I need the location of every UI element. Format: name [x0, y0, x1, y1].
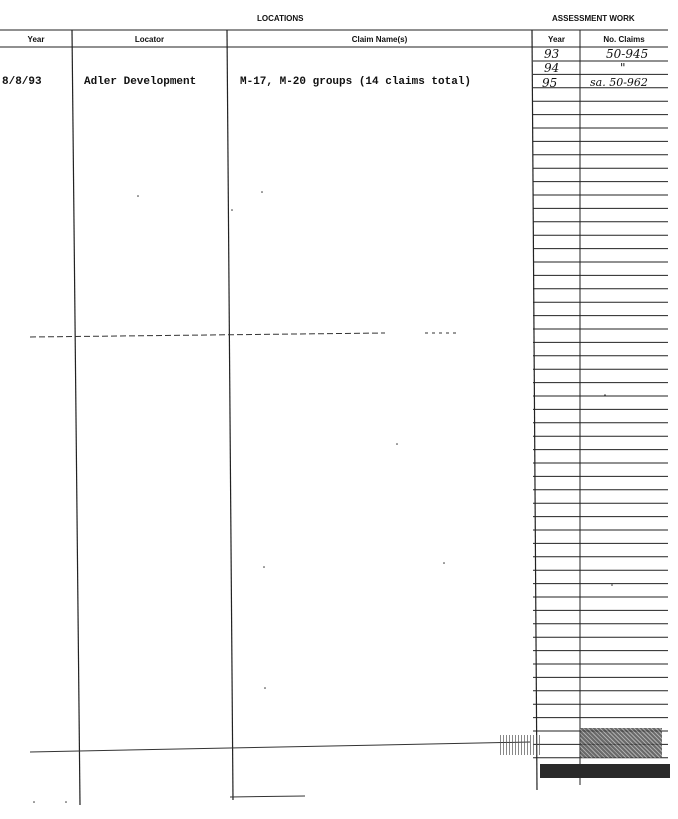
entry-year: 8/8/93: [2, 76, 42, 88]
scan-noise-speckle: [500, 735, 540, 755]
col-header-no-claims: No. Claims: [603, 35, 645, 44]
locations-title: LOCATIONS: [257, 14, 304, 23]
col-header-locator: Locator: [134, 35, 165, 44]
assessment-claims-3: sa. 50-962: [590, 76, 648, 89]
entry-claim-names: M-17, M-20 groups (14 claims total): [240, 76, 472, 88]
assessment-year-3: 95: [542, 76, 558, 90]
assessment-work-title: ASSESSMENT WORK: [552, 14, 635, 23]
col-header-assessment-year: Year: [548, 35, 565, 44]
assessment-year-1: 93: [544, 47, 560, 61]
assessment-claims-1: 50-945: [606, 47, 649, 61]
assessment-year-2: 94: [544, 61, 560, 75]
entry-locator: Adler Development: [84, 76, 197, 88]
assessment-claims-2: ": [620, 61, 626, 75]
col-header-year: Year: [27, 35, 45, 44]
scan-noise-block-lower: [540, 764, 670, 778]
col-header-claim-names: Claim Name(s): [351, 35, 408, 44]
scan-noise-block: [580, 728, 662, 758]
